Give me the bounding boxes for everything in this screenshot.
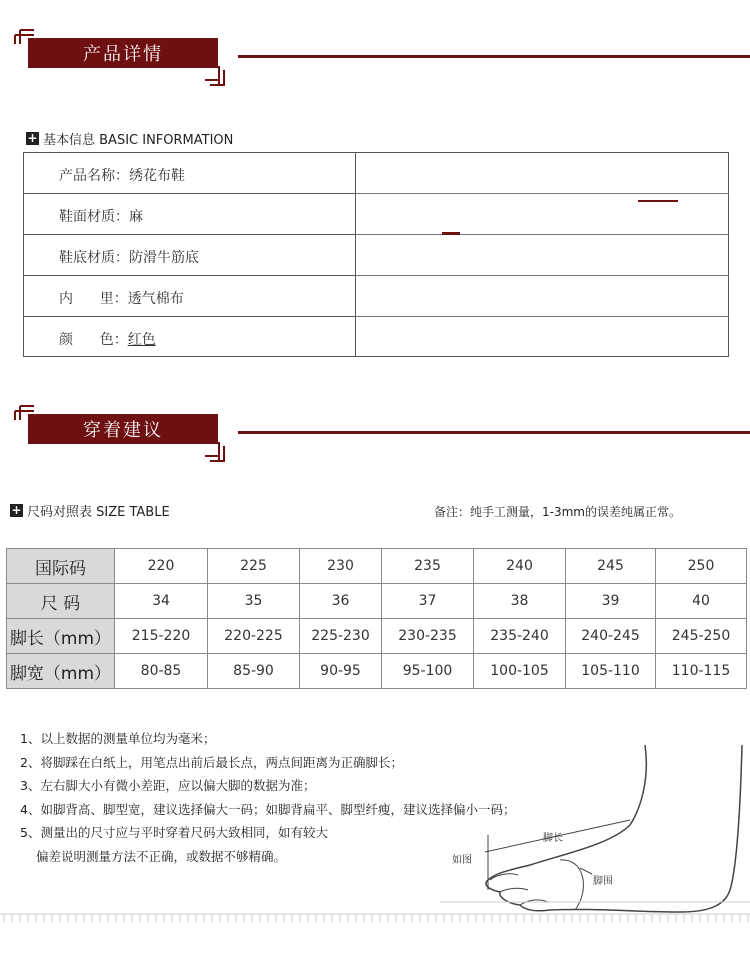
ruler-decoration — [0, 913, 750, 925]
basic-info-table — [23, 152, 729, 357]
info-right-panel — [355, 153, 729, 356]
info-row: 鞋底材质：防滑牛筋底 — [24, 235, 355, 276]
size-cell: 40 — [656, 584, 747, 619]
info-row: 鞋面材质：麻 — [24, 194, 355, 235]
section-divider — [238, 431, 750, 434]
size-cell: 95-100 — [382, 654, 474, 689]
size-cell: 36 — [300, 584, 382, 619]
size-table — [6, 548, 747, 689]
section-banner-product-details — [0, 22, 750, 102]
size-cell: 38 — [474, 584, 566, 619]
row-divider — [356, 193, 729, 194]
size-cell: 225-230 — [300, 619, 382, 654]
product-name-value: 绣花布鞋 — [129, 168, 185, 184]
size-table-row — [7, 619, 747, 654]
size-cell: 110-115 — [656, 654, 747, 689]
size-table-row — [7, 584, 747, 619]
lining-value: 透气棉布 — [127, 291, 184, 307]
size-cell: 85-90 — [208, 654, 300, 689]
info-row: 内 里：透气棉布 — [24, 276, 355, 317]
basic-info-heading: + 基本信息 BASIC INFORMATION — [27, 131, 234, 148]
size-cell: 230-235 — [382, 619, 474, 654]
size-cell: 245-250 — [656, 619, 747, 654]
artifact-mark — [442, 232, 460, 235]
size-cell: 39 — [566, 584, 656, 619]
size-table-row — [7, 549, 747, 584]
size-row-header: 尺 码 — [7, 584, 115, 619]
size-cell: 220 — [115, 549, 208, 584]
upper-material-value: 麻 — [129, 209, 143, 225]
size-cell: 100-105 — [474, 654, 566, 689]
size-cell: 80-85 — [115, 654, 208, 689]
size-cell: 220-225 — [208, 619, 300, 654]
section-banner-wearing-advice — [0, 398, 750, 478]
row-divider — [356, 234, 729, 235]
size-cell: 235-240 — [474, 619, 566, 654]
size-row-header: 脚长（mm） — [7, 619, 115, 654]
info-row: 产品名称：绣花布鞋 — [24, 153, 355, 194]
size-row-header: 脚宽（mm） — [7, 654, 115, 689]
foot-girth-label: 脚围 — [593, 876, 613, 887]
size-cell: 235 — [382, 549, 474, 584]
section-title: 穿着建议 — [28, 414, 218, 444]
instruction-item: 偏差说明测量方法不正确，或数据不够精确。 — [36, 848, 287, 864]
size-cell: 215-220 — [115, 619, 208, 654]
instruction-item: 3、左右脚大小有微小差距，应以偏大脚的数据为准； — [20, 778, 316, 793]
artifact-mark — [638, 200, 678, 202]
foot-diagram — [440, 740, 750, 920]
color-value: 红色 — [127, 332, 156, 348]
row-divider — [356, 316, 729, 317]
size-cell: 35 — [208, 584, 300, 619]
size-table-row — [7, 654, 747, 689]
size-cell: 240-245 — [566, 619, 656, 654]
instruction-item: 4、如脚背高、脚型宽，建议选择偏大一码；如脚背扁平、脚型纤瘦，建议选择偏小一码； — [20, 801, 516, 817]
size-cell: 245 — [566, 549, 656, 584]
section-divider — [238, 55, 750, 58]
size-cell: 250 — [656, 549, 747, 584]
plus-icon: + — [27, 131, 38, 145]
size-cell: 230 — [300, 549, 382, 584]
size-cell: 225 — [208, 549, 300, 584]
size-cell: 90-95 — [300, 654, 382, 689]
foot-length-label: 脚长 — [543, 833, 563, 844]
info-row: 颜 色：红色 — [59, 332, 156, 348]
size-table-heading: + 尺码对照表 SIZE TABLE — [11, 503, 170, 520]
size-cell: 240 — [474, 549, 566, 584]
instruction-item: 2、将脚踩在白纸上，用笔点出前后最长点，两点间距离为正确脚长； — [20, 754, 403, 770]
instruction-item: 5、测量出的尺寸应与平时穿着尺码大致相同，如有较大 — [20, 825, 328, 840]
plus-icon: + — [11, 503, 22, 517]
as-shown-label: 如图 — [452, 855, 472, 866]
row-divider — [356, 275, 729, 276]
sole-material-value: 防滑牛筋底 — [129, 250, 199, 266]
size-cell: 34 — [115, 584, 208, 619]
size-row-header: 国际码 — [7, 549, 115, 584]
instruction-item: 1、以上数据的测量单位均为毫米； — [20, 731, 216, 746]
size-cell: 37 — [382, 584, 474, 619]
size-cell: 105-110 — [566, 654, 656, 689]
size-table-note: 备注：纯手工测量，1-3mm的误差纯属正常。 — [434, 505, 681, 519]
section-title: 产品详情 — [28, 38, 218, 68]
